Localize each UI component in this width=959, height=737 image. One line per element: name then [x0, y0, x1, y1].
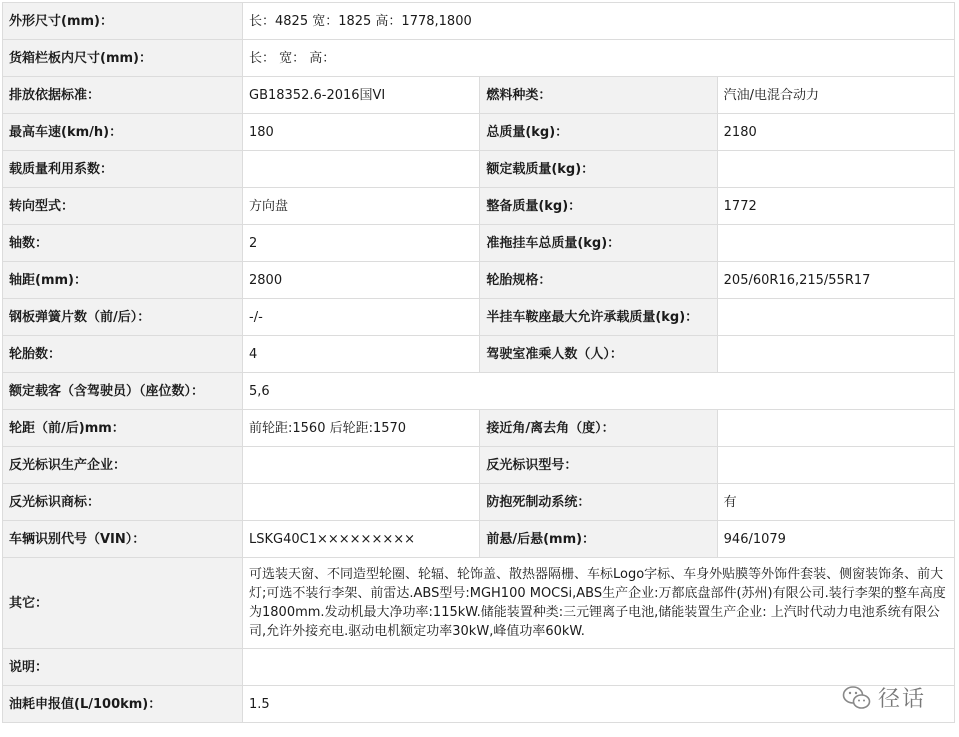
field-value: 可选装天窗、不同造型轮圈、轮辐、轮饰盖、散热器隔栅、车标Logo字标、车身外贴膜等外饰件套装、侧窗装饰条、前大灯;可选不装行李架、前雷达.ABS型号:MGH100 MOCSi,ABS生产企业:万都底盘部件(苏州)有限公司.装行李架的整车高度为1800mm.发动机最大净功率:115kW.储能装置种类:三元锂离子电池,储能装置生产企业: 上汽时代动力电池系统有限公司,允许外接充电.驱动电机额定功率30kW,峰值功率60kW. — [243, 558, 955, 649]
field-value: GB18352.6-2016国VI — [243, 77, 480, 114]
field-value: 长：4825 宽：1825 高：1778,1800 — [243, 3, 955, 40]
field-label: 最高车速(km/h)： — [3, 114, 243, 151]
field-value: 长： 宽： 高： — [243, 40, 955, 77]
field-label: 半挂车鞍座最大允许承载质量(kg)： — [480, 299, 717, 336]
spec-table — [2, 2, 955, 723]
field-value — [243, 151, 480, 188]
field-label: 前悬/后悬(mm)： — [480, 521, 717, 558]
field-value — [717, 336, 954, 373]
field-value — [243, 484, 480, 521]
field-label: 车辆识别代号（VIN）： — [3, 521, 243, 558]
field-label: 轮距（前/后)mm： — [3, 410, 243, 447]
field-value: 汽油/电混合动力 — [717, 77, 954, 114]
field-value: LSKG40C1××××××××× — [243, 521, 480, 558]
table-row — [3, 225, 955, 262]
field-label: 燃料种类： — [480, 77, 717, 114]
field-value: -/- — [243, 299, 480, 336]
table-row — [3, 188, 955, 225]
field-label: 说明： — [3, 649, 243, 686]
table-row — [3, 558, 955, 649]
table-row — [3, 686, 955, 723]
watermark-text: 径话 — [878, 687, 927, 712]
field-value: 2800 — [243, 262, 480, 299]
field-value: 205/60R16,215/55R17 — [717, 262, 954, 299]
field-label: 载质量利用系数： — [3, 151, 243, 188]
field-value — [243, 649, 955, 686]
field-label: 其它： — [3, 558, 243, 649]
field-value: 180 — [243, 114, 480, 151]
field-value: 5,6 — [243, 373, 955, 410]
field-label: 驾驶室准乘人数（人）： — [480, 336, 717, 373]
field-label: 转向型式： — [3, 188, 243, 225]
field-value — [717, 151, 954, 188]
field-value: 2 — [243, 225, 480, 262]
field-label: 反光标识生产企业： — [3, 447, 243, 484]
field-label: 油耗申报值(L/100km)： — [3, 686, 243, 723]
field-label: 额定载质量(kg)： — [480, 151, 717, 188]
field-value — [717, 299, 954, 336]
field-label: 整备质量(kg)： — [480, 188, 717, 225]
table-row — [3, 151, 955, 188]
table-row — [3, 299, 955, 336]
table-row — [3, 373, 955, 410]
field-label: 反光标识型号： — [480, 447, 717, 484]
field-value: 946/1079 — [717, 521, 954, 558]
table-row — [3, 521, 955, 558]
table-row — [3, 410, 955, 447]
field-value — [243, 447, 480, 484]
field-label: 接近角/离去角（度）： — [480, 410, 717, 447]
field-value: 1772 — [717, 188, 954, 225]
field-label: 轮胎数： — [3, 336, 243, 373]
table-row — [3, 262, 955, 299]
field-value — [717, 410, 954, 447]
field-label: 防抱死制动系统： — [480, 484, 717, 521]
field-value: 2180 — [717, 114, 954, 151]
field-label: 总质量(kg)： — [480, 114, 717, 151]
table-row — [3, 3, 955, 40]
field-value: 4 — [243, 336, 480, 373]
field-label: 钢板弹簧片数（前/后）： — [3, 299, 243, 336]
table-row — [3, 649, 955, 686]
field-value: 1.5 — [243, 686, 955, 723]
wechat-icon — [842, 685, 872, 711]
field-label: 额定载客（含驾驶员）（座位数）： — [3, 373, 243, 410]
field-value — [717, 447, 954, 484]
field-value: 有 — [717, 484, 954, 521]
field-label: 反光标识商标： — [3, 484, 243, 521]
field-label: 轴数： — [3, 225, 243, 262]
field-label: 货箱栏板内尺寸(mm)： — [3, 40, 243, 77]
field-label: 排放依据标准： — [3, 77, 243, 114]
field-value — [717, 225, 954, 262]
table-row — [3, 336, 955, 373]
field-value: 前轮距:1560 后轮距:1570 — [243, 410, 480, 447]
watermark — [842, 682, 926, 713]
table-row — [3, 40, 955, 77]
table-row — [3, 77, 955, 114]
field-label: 外形尺寸(mm)： — [3, 3, 243, 40]
field-label: 轮胎规格： — [480, 262, 717, 299]
field-label: 轴距(mm)： — [3, 262, 243, 299]
table-row — [3, 447, 955, 484]
field-value: 方向盘 — [243, 188, 480, 225]
table-row — [3, 114, 955, 151]
field-label: 准拖挂车总质量(kg)： — [480, 225, 717, 262]
table-row — [3, 484, 955, 521]
